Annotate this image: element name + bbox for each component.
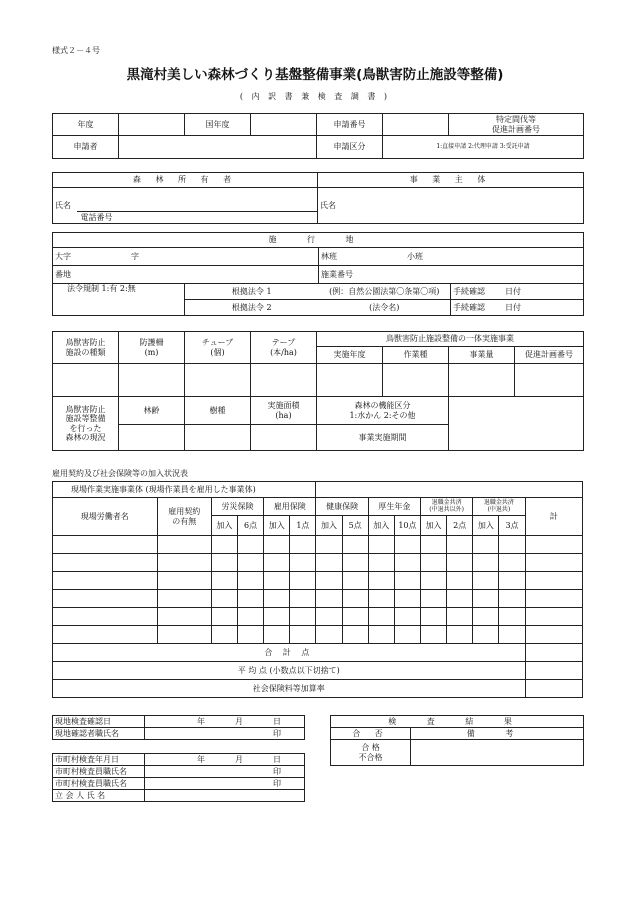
sum-points-field[interactable] — [525, 644, 582, 662]
application-type-label: 申請区分 — [317, 136, 383, 159]
project-volume-label: 事業量 — [449, 347, 515, 364]
remarks-field[interactable] — [411, 740, 584, 766]
municipal-inspection-table — [52, 753, 305, 802]
field-work-entity-field[interactable] — [316, 482, 583, 498]
worker-row[interactable] — [53, 536, 583, 554]
average-points-field[interactable] — [525, 662, 582, 680]
plan-number-label: 特定間伐等 促進計画番号 — [449, 114, 584, 136]
health-insurance-label: 健康保険 — [316, 498, 368, 516]
facility-type-label: 鳥獣害防止 施設の種類 — [53, 332, 119, 364]
municipal-date-label: 市町村検査年月日 — [53, 754, 145, 766]
project-volume-field[interactable] — [449, 364, 515, 397]
koyou-points-label: 1点 — [290, 516, 316, 536]
work-type-label: 作業種 — [383, 347, 449, 364]
applicant-field[interactable] — [119, 136, 317, 159]
entity-name-label: 氏名 — [318, 188, 342, 224]
worker-row[interactable] — [53, 572, 583, 590]
tree-species-label: 樹種 — [185, 397, 251, 425]
insurance-bonus-field[interactable] — [525, 680, 582, 698]
inspection-result-table — [330, 715, 584, 766]
owner-name-field[interactable] — [77, 188, 318, 224]
site-inspection-table — [52, 715, 305, 740]
remarks-label: 備 考 — [411, 728, 584, 740]
rosai-insurance-label: 労災保険 — [211, 498, 263, 516]
pension-join-label: 加入 — [368, 516, 394, 536]
owner-table — [52, 172, 584, 224]
application-number-field[interactable] — [383, 114, 449, 136]
forest-status-label: 鳥獣害防止 施設等整備 を行った 森林の現況 — [53, 397, 119, 451]
basis-law-example[interactable]: (例：自然公園法第〇条第〇項) — [319, 284, 451, 300]
applicant-label: 申請者 — [53, 136, 119, 159]
fence-field[interactable] — [119, 364, 185, 397]
project-period-label: 事業実施期間 — [317, 425, 449, 451]
implementation-area-label: 実施面積 (ha) — [251, 397, 317, 425]
implementation-year-field[interactable] — [317, 364, 383, 397]
employment-caption: 雇用契約及び社会保険等の加入状況表 — [52, 469, 188, 478]
employment-contract-label: 雇用契約 の有無 — [157, 498, 211, 536]
pension-points-label: 10点 — [394, 516, 420, 536]
worker-name-label: 現場労働者名 — [53, 498, 158, 536]
average-points-label: 平 均 点 (小数点以下切捨て) — [53, 662, 526, 680]
site-table — [52, 232, 584, 316]
retirement-mutual-label: 退職金共済 (中退共) — [473, 498, 525, 516]
pass-fail-options[interactable]: 合 格 不合格 — [331, 740, 411, 766]
municipal-inspector-1-label: 市町村検査員職氏名 — [53, 766, 145, 778]
site-check-date-label: 現地検査確認日 — [53, 716, 145, 728]
worker-row[interactable] — [53, 590, 583, 608]
joint-project-header: 鳥獣害防止施設整備の一体実施事業 — [317, 332, 584, 347]
forest-age-label: 林齢 — [119, 397, 185, 425]
field-work-entity-header: 現場作業実施事業体 (現場作業員を雇用した事業体) — [53, 482, 316, 498]
employment-table — [52, 481, 583, 698]
business-entity-header: 事 業 主 体 — [318, 173, 584, 188]
oaza-aza-field[interactable]: 大字 字 — [53, 248, 319, 266]
site-check-date-field[interactable]: 年 月 日 — [145, 716, 305, 728]
owner-name-label: 氏名 — [53, 188, 77, 224]
municipal-inspector-2-label: 市町村検査員職氏名 — [53, 778, 145, 790]
koyou-join-label: 加入 — [264, 516, 290, 536]
facility-table — [52, 331, 584, 451]
tube-field[interactable] — [185, 364, 251, 397]
rosai-points-label: 6点 — [238, 516, 264, 536]
retirement-mutual-other-label: 退職金共済 (中退共以外) — [421, 498, 473, 516]
application-number-label: 申請番号 — [317, 114, 383, 136]
retirement-other-points-label: 2点 — [447, 516, 473, 536]
header-table — [52, 113, 584, 159]
form-subtitle: ( 内 訳 書 兼 検 査 調 書 ) — [239, 92, 391, 101]
municipal-inspector-1-field[interactable]: 印 — [145, 766, 305, 778]
work-number-field[interactable]: 施業番号 — [319, 266, 584, 284]
retirement-points-label: 3点 — [499, 516, 525, 536]
basis-law-2-label: 根拠法令 2 — [185, 300, 319, 316]
site-confirmer-field[interactable]: 印 — [145, 728, 305, 740]
health-join-label: 加入 — [316, 516, 342, 536]
site-confirmer-label: 現地確認者職氏名 — [53, 728, 145, 740]
implementation-year-label: 実施年度 — [317, 347, 383, 364]
banchi-field[interactable]: 番地 — [53, 266, 319, 284]
retirement-other-join-label: 加入 — [421, 516, 447, 536]
worker-row[interactable] — [53, 554, 583, 572]
fence-label: 防護柵 (m) — [119, 332, 185, 364]
law-regulation-field[interactable]: 法令規制 1:有 2:無 — [53, 284, 185, 316]
tape-field[interactable] — [251, 364, 317, 397]
pension-label: 厚生年金 — [368, 498, 420, 516]
tape-label: テープ (本/ha) — [251, 332, 317, 364]
facility-type-field[interactable] — [53, 364, 119, 397]
promotion-plan-number-field[interactable] — [515, 364, 584, 397]
insurance-bonus-label: 社会保険料等加算率 — [53, 680, 526, 698]
rosai-join-label: 加入 — [211, 516, 237, 536]
national-year-field[interactable] — [251, 114, 317, 136]
municipal-date-field[interactable]: 年 月 日 — [145, 754, 305, 766]
forest-age-field[interactable] — [119, 425, 185, 451]
year-field[interactable] — [119, 114, 185, 136]
witness-label: 立 会 人 氏 名 — [53, 790, 145, 802]
rinpan-shohan-field[interactable]: 林班 小班 — [319, 248, 584, 266]
forest-function-label: 森林の機能区分 1:水かん 2:その他 — [317, 397, 449, 425]
pass-fail-label: 合 否 — [331, 728, 411, 740]
basis-law-1-label: 根拠法令 1 — [185, 284, 319, 300]
form-number: 様式２－４号 — [52, 46, 100, 55]
site-header: 施 行 地 — [53, 233, 584, 248]
total-label: 計 — [525, 498, 582, 536]
retirement-join-label: 加入 — [473, 516, 499, 536]
municipal-inspector-2-field[interactable]: 印 — [145, 778, 305, 790]
entity-name-field[interactable] — [342, 188, 584, 224]
procedure-check-1[interactable]: 手続確認 日付 — [451, 284, 584, 300]
witness-field[interactable] — [145, 790, 305, 802]
application-type-options[interactable]: 1:直接申請 2:代理申請 3:受託申請 — [383, 136, 584, 159]
form-title: 黒滝村美しい森林づくり基盤整備事業(鳥獣害防止施設等整備) — [126, 67, 504, 83]
basis-law-name[interactable]: (法令名) — [319, 300, 451, 316]
sum-points-label: 合 計 点 — [53, 644, 526, 662]
work-type-field[interactable] — [383, 364, 449, 397]
worker-row[interactable] — [53, 626, 583, 644]
promotion-plan-number-label: 促進計画番号 — [515, 347, 584, 364]
koyou-insurance-label: 雇用保険 — [264, 498, 316, 516]
health-points-label: 5点 — [342, 516, 368, 536]
worker-row[interactable] — [53, 608, 583, 626]
owner-phone-label: 電話番号 — [77, 211, 318, 223]
forest-owner-header: 森 林 所 有 者 — [53, 173, 318, 188]
procedure-check-2[interactable]: 手続確認 日付 — [451, 300, 584, 316]
tube-label: チューブ (個) — [185, 332, 251, 364]
inspection-result-header: 検 査 結 果 — [331, 716, 584, 728]
year-label: 年度 — [53, 114, 119, 136]
forest-status-blank[interactable] — [449, 397, 584, 451]
tree-species-field[interactable] — [185, 425, 251, 451]
national-year-label: 国年度 — [185, 114, 251, 136]
implementation-area-field[interactable] — [251, 425, 317, 451]
